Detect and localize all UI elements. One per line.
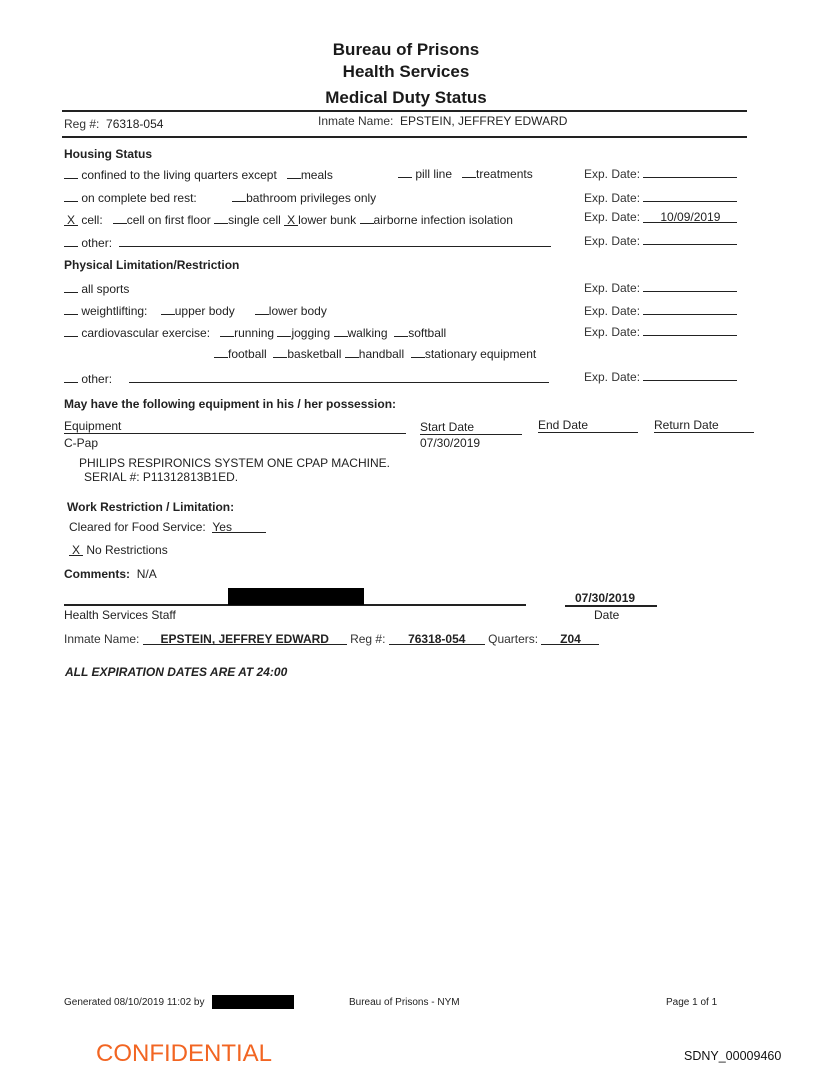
airborne-checkbox[interactable] [360,211,374,224]
equipment-title: May have the following equipment in his / her possession: [64,397,397,411]
bottom-quarters-value: Z04 [541,632,599,645]
lower-body-checkbox[interactable] [255,302,269,315]
stationary-checkbox[interactable] [411,345,425,358]
bathroom-checkbox[interactable] [232,189,246,202]
first-floor-label: cell on first floor [126,213,211,227]
equipment-desc-2: SERIAL #: P11312813B1ED. [84,470,239,484]
upper-body-checkbox[interactable] [161,302,175,315]
cardio-label: cardiovascular exercise: [81,326,211,340]
softball-label: softball [408,326,447,340]
bathroom-label: bathroom privileges only [246,191,377,205]
bottom-name-value: EPSTEIN, JEFFREY EDWARD [143,632,347,645]
exp-date-bed-rest [584,189,737,205]
no-restrictions-checkbox[interactable]: X [69,543,83,556]
softball-checkbox[interactable] [394,324,408,337]
exp-date-other [584,232,737,248]
cardio-checkbox[interactable] [64,324,78,337]
treatments-label: treatments [476,167,533,181]
inmate-name-label: Inmate Name: [318,114,394,128]
weightlifting-checkbox[interactable] [64,302,78,315]
walking-label: walking [347,326,388,340]
meals-label: meals [300,168,333,182]
bed-rest-checkbox[interactable] [64,189,78,202]
equipment-item-name: C-Pap [64,436,99,450]
exp-date-field[interactable]: 10/09/2019 [643,210,737,223]
treatments-checkbox[interactable] [462,165,476,178]
physical-other-checkbox[interactable] [64,370,78,383]
exp-date-label: Exp. Date: [584,191,641,205]
physical-other-field[interactable] [129,370,549,383]
single-cell-checkbox[interactable] [214,211,228,224]
football-label: football [228,347,267,361]
meals-checkbox[interactable] [287,166,301,179]
jogging-checkbox[interactable] [277,324,291,337]
other-field[interactable] [119,234,551,247]
exp-date-label: Exp. Date: [584,281,641,295]
running-label: running [234,326,275,340]
page-title: Medical Duty Status [325,88,487,107]
equipment-item-start: 07/30/2019 [420,436,481,450]
header-divider [62,136,747,138]
housing-status-title: Housing Status [64,147,153,161]
col-equipment: Equipment [64,419,406,434]
exp-date-label: Exp. Date: [584,210,641,224]
bottom-reg-value: 76318-054 [389,632,485,645]
reg-number [64,117,163,131]
other-label: other: [81,236,113,250]
food-service [69,520,266,534]
comments-value: N/A [136,567,157,581]
stationary-label: stationary equipment [424,347,537,361]
exp-date-sports [584,279,737,295]
food-service-value[interactable]: Yes [212,520,266,533]
exp-date-field[interactable] [643,302,737,315]
exp-date-label: Exp. Date: [584,325,641,339]
football-checkbox[interactable] [214,345,228,358]
exp-date-label: Exp. Date: [584,304,641,318]
comments [64,567,157,581]
exp-date-field[interactable] [643,279,737,292]
exp-date-field[interactable] [643,323,737,336]
reg-label: Reg #: [64,117,100,131]
housing-row-other [64,234,551,250]
weightlifting-label: weightlifting: [81,304,148,318]
lower-bunk-label: lower bunk [298,213,357,227]
jogging-label: jogging [291,326,331,340]
signature-date: 07/30/2019 [575,591,636,605]
bottom-name-label: Inmate Name: [64,632,140,646]
upper-body-label: upper body [174,304,235,318]
exp-date-field[interactable] [643,165,737,178]
housing-row-cell [64,211,513,227]
basketball-label: basketball [287,347,342,361]
page-number: Page 1 of 1 [666,997,718,1008]
pill-line-label: pill line [415,167,453,181]
header-health-services: Health Services [342,62,470,81]
airborne-label: airborne infection isolation [373,213,513,227]
footer-center: Bureau of Prisons - NYM [349,997,460,1008]
cell-checkbox[interactable]: X [64,213,78,226]
bottom-inmate-row [64,632,599,646]
food-service-label: Cleared for Food Service: [69,520,206,534]
exp-date-physical-other [584,368,737,384]
physical-row-weightlifting [64,302,327,318]
bates-number: SDNY_00009460 [684,1049,782,1063]
confined-checkbox[interactable] [64,166,78,179]
bottom-quarters-label: Quarters: [488,632,539,646]
handball-checkbox[interactable] [345,345,359,358]
first-floor-checkbox[interactable] [113,211,127,224]
cell-label: cell: [81,213,103,227]
no-restrictions [69,543,168,557]
no-restrictions-label: No Restrictions [86,543,168,557]
physical-row-other [64,370,549,386]
col-return-date: Return Date [654,418,754,433]
basketball-checkbox[interactable] [273,345,287,358]
redacted-generator [212,995,294,1009]
exp-date-field[interactable] [643,189,737,202]
exp-date-cell [584,210,737,224]
housing-row-confined-opts [398,165,533,181]
exp-date-label: Exp. Date: [584,370,641,384]
exp-date-field[interactable] [643,232,737,245]
comments-label: Comments: [64,567,131,581]
all-sports-label: all sports [81,282,130,296]
confined-label: confined to the living quarters except [81,168,277,182]
physical-row-cardio [64,324,446,340]
exp-date-cardio [584,323,737,339]
generated-text: Generated 08/10/2019 11:02 by [64,997,205,1008]
single-cell-label: single cell [228,213,281,227]
lower-bunk-checkbox[interactable]: X [284,213,298,226]
redacted-signature [228,588,364,605]
handball-label: handball [358,347,405,361]
physical-row-sports [64,280,129,296]
equipment-desc-1: PHILIPS RESPIRONICS SYSTEM ONE CPAP MACHINE. [79,456,390,470]
all-sports-checkbox[interactable] [64,280,78,293]
exp-date-label: Exp. Date: [584,234,641,248]
reg-value: 76318-054 [106,117,164,131]
exp-date-field[interactable] [643,368,737,381]
exp-date-confined [584,165,737,181]
inmate-name [318,114,567,128]
other-checkbox[interactable] [64,234,78,247]
col-end-date: End Date [538,418,638,433]
walking-checkbox[interactable] [334,324,348,337]
exp-date-weightlifting [584,302,737,318]
running-checkbox[interactable] [220,324,234,337]
expiration-note: ALL EXPIRATION DATES ARE AT 24:00 [65,665,288,679]
pill-line-checkbox[interactable] [398,165,412,178]
physical-other-label: other: [81,372,113,386]
header-bureau: Bureau of Prisons [332,40,480,59]
physical-title: Physical Limitation/Restriction [64,258,240,272]
bottom-reg-label: Reg #: [350,632,386,646]
exp-date-label: Exp. Date: [584,167,641,181]
confidential-stamp: CONFIDENTIAL [96,1040,273,1067]
physical-row-cardio-more [214,345,536,361]
col-start-date: Start Date [420,420,522,435]
inmate-name-value: EPSTEIN, JEFFREY EDWARD [400,114,568,128]
bed-rest-label: on complete bed rest: [81,191,197,205]
date-label: Date [594,608,620,622]
work-title: Work Restriction / Limitation: [67,500,235,514]
date-line [565,605,657,607]
housing-row-bed-rest [64,189,376,205]
top-divider [62,110,747,112]
housing-row-confined [64,166,333,182]
lower-body-label: lower body [268,304,327,318]
staff-label: Health Services Staff [64,608,176,622]
